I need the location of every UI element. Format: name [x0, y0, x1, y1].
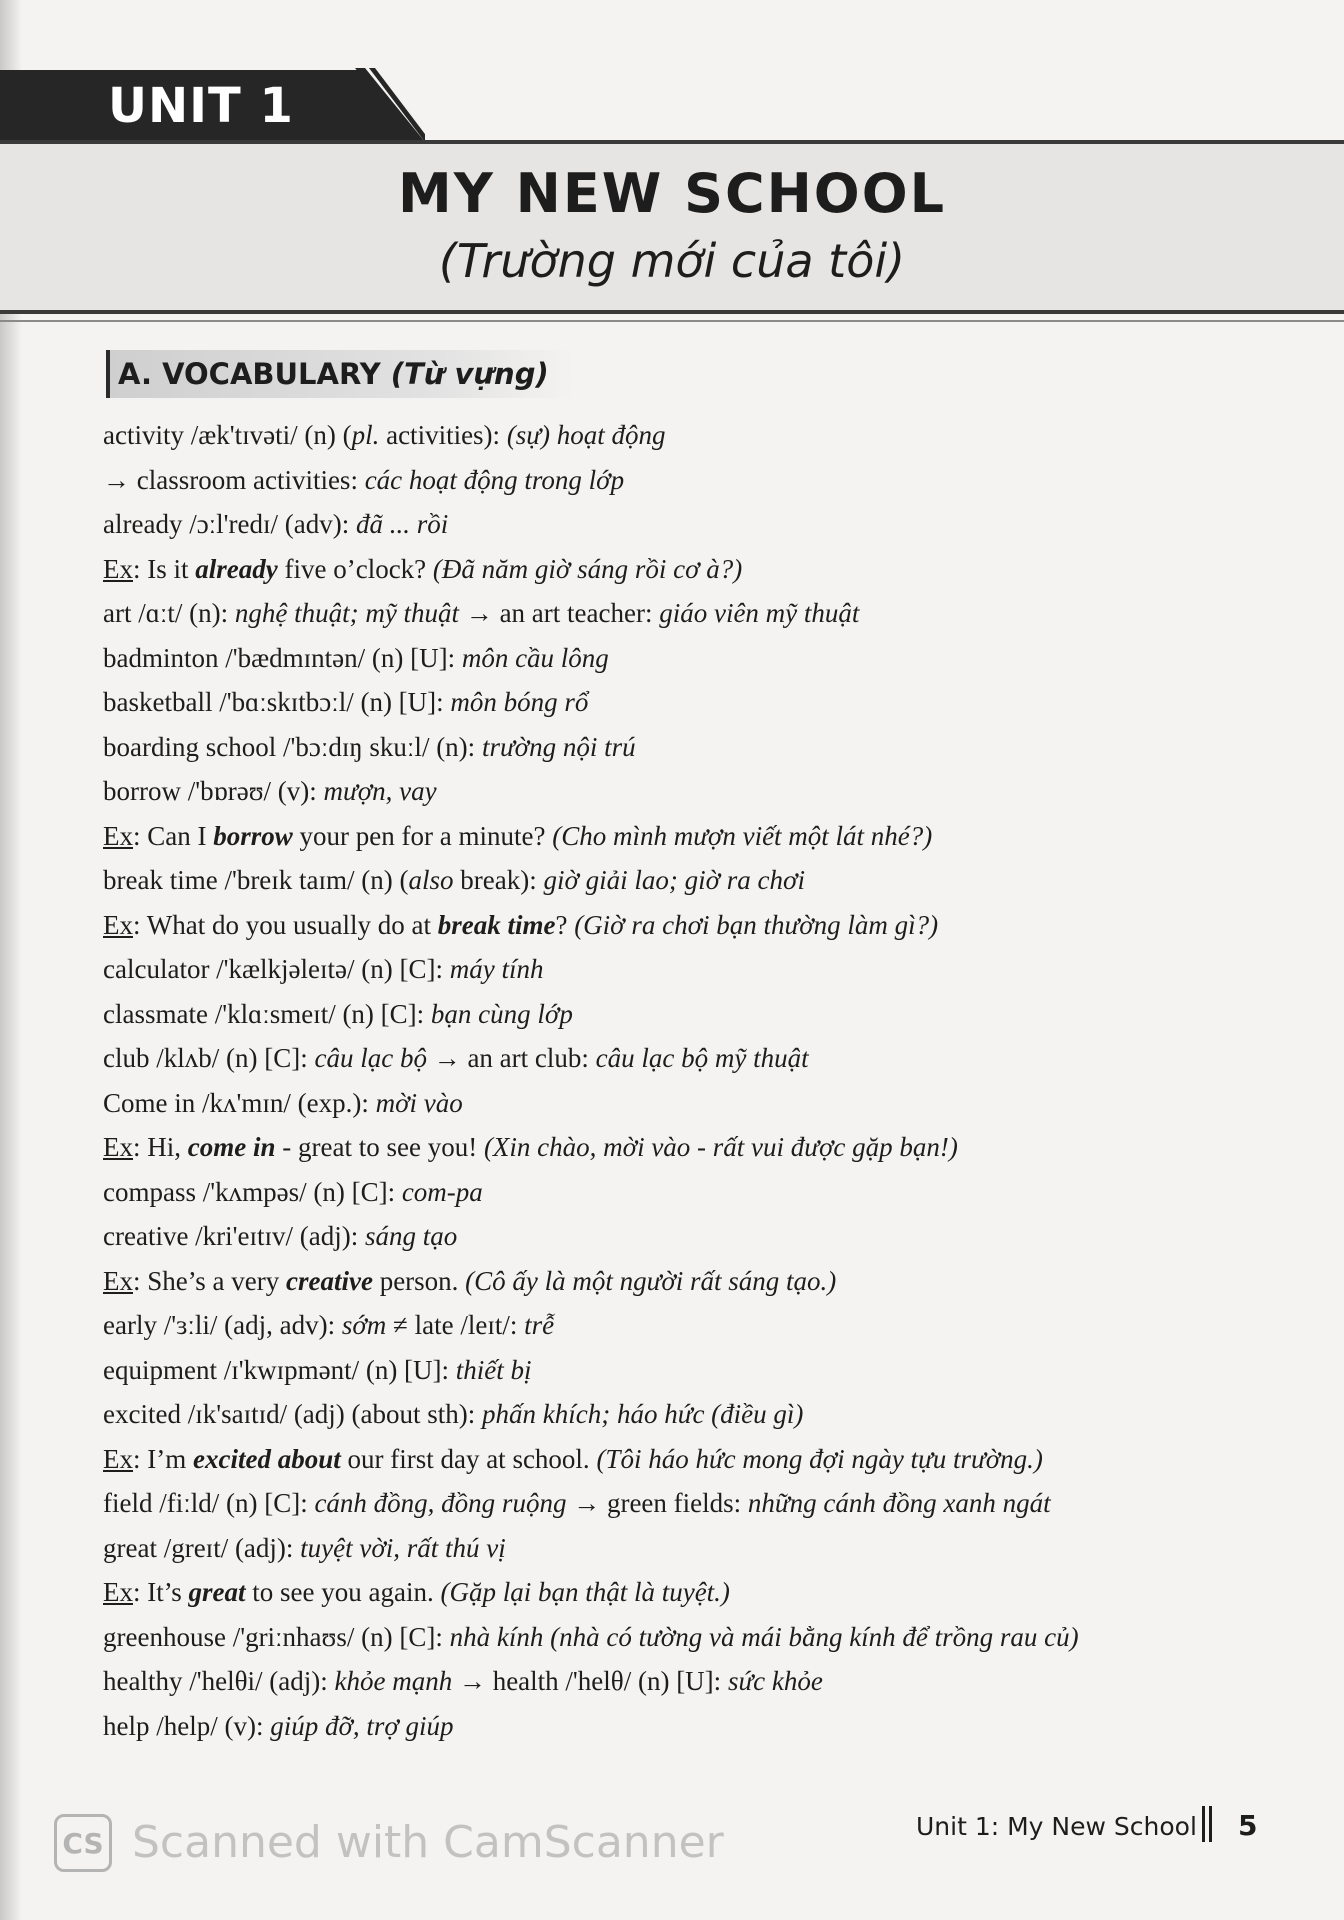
- vocab-entry: [103, 413, 1263, 458]
- entry-text: break):: [453, 865, 544, 895]
- entry-text: calculator /'kælkjəleɪtə/ (n) [C]:: [103, 954, 450, 984]
- section-heading-name: A. VOCABULARY: [118, 357, 381, 391]
- entry-text: : She’s a very: [133, 1265, 286, 1296]
- example-label: Ex: [103, 1443, 133, 1474]
- keyword-text: borrow: [213, 820, 293, 851]
- banner-stripes-decoration: [355, 68, 425, 142]
- translation-text: com-pa: [401, 1176, 483, 1207]
- translation-text: đã ... rồi: [356, 509, 449, 539]
- entry-text: borrow /'bɒrəʊ/ (v):: [103, 776, 324, 806]
- translation-text: sức khỏe: [727, 1666, 823, 1696]
- example-line: [103, 814, 1263, 859]
- entry-text: five o’clock?: [277, 553, 433, 584]
- vocab-entry: [103, 1615, 1263, 1660]
- entry-text: equipment /ɪ'kwɪpmənt/ (n) [U]:: [103, 1354, 456, 1385]
- vocab-entry: [103, 1081, 1263, 1126]
- translation-text: also: [408, 865, 454, 895]
- translation-text: bạn cùng lớp: [430, 998, 573, 1029]
- translation-text: môn bóng rổ: [450, 687, 589, 717]
- section-heading: [106, 350, 574, 398]
- vocab-entry: [103, 947, 1263, 992]
- translation-text: cánh đồng, đồng ruộng: [314, 1488, 567, 1518]
- entry-text: → health /'helθ/ (n) [U]:: [452, 1666, 728, 1696]
- entry-text: basketball /'bɑːskɪtbɔːl/ (n) [U]:: [103, 687, 451, 717]
- translation-text: (Tôi háo hức mong đợi ngày tựu trường.): [596, 1443, 1043, 1474]
- example-label: Ex: [103, 1577, 133, 1607]
- camscanner-logo: [54, 1814, 112, 1872]
- entry-text: help /help/ (v):: [103, 1710, 271, 1741]
- example-line: [103, 1570, 1263, 1615]
- entry-text: → an art club:: [426, 1043, 596, 1073]
- vocab-entry: [103, 1214, 1263, 1259]
- translation-text: (Gặp lại bạn thật là tuyệt.): [440, 1577, 730, 1607]
- vocab-entry: [103, 458, 1263, 503]
- entry-text: creative /kri'eɪtɪv/ (adj):: [103, 1221, 365, 1251]
- example-label: Ex: [103, 553, 133, 584]
- entry-text: to see you again.: [245, 1577, 441, 1607]
- camscanner-logo-text: CS: [62, 1826, 104, 1860]
- entry-text: field /fiːld/ (n) [C]:: [103, 1488, 315, 1518]
- translation-text: máy tính: [449, 954, 544, 984]
- translation-text: nhà kính (nhà có tường và mái bằng kính để trồng rau củ): [449, 1621, 1079, 1652]
- translation-text: trường nội trú: [481, 731, 636, 762]
- entry-text: great /greɪt/ (adj):: [103, 1532, 301, 1563]
- vocab-entry: [103, 992, 1263, 1037]
- entry-text: → classroom activities:: [103, 464, 365, 495]
- entry-text: greenhouse /'griːnhaʊs/ (n) [C]:: [103, 1621, 450, 1652]
- example-label: Ex: [103, 820, 133, 851]
- vocab-entry: [103, 591, 1263, 636]
- keyword-text: already: [195, 553, 278, 584]
- camscanner-watermark: Scanned with CamScanner: [132, 1817, 724, 1868]
- vocab-entry: [103, 1303, 1263, 1348]
- entry-text: activities):: [379, 420, 507, 450]
- vocab-entry: [103, 1481, 1263, 1526]
- translation-text: các hoạt động trong lớp: [364, 464, 625, 495]
- entry-text: break time /'breɪk taɪm/ (n) (: [103, 865, 409, 895]
- unit-label: UNIT 1: [108, 78, 294, 134]
- vocab-entry: [103, 680, 1263, 725]
- entry-text: early /'ɜːli/ (adj, adv):: [103, 1310, 342, 1340]
- translation-text: môn cầu lông: [461, 642, 609, 673]
- vocab-entry: [103, 1526, 1263, 1571]
- entry-text: already /ɔːl'redɪ/ (adv):: [103, 509, 356, 539]
- page-number: 5: [1238, 1809, 1258, 1842]
- vocabulary-list: [103, 413, 1263, 1748]
- translation-text: câu lạc bộ mỹ thuật: [595, 1043, 809, 1073]
- entry-text: - great to see you!: [275, 1132, 484, 1162]
- keyword-text: break time: [437, 909, 556, 940]
- translation-text: những cánh đồng xanh ngát: [747, 1488, 1051, 1518]
- translation-text: tuyệt vời, rất thú vị: [300, 1532, 506, 1563]
- entry-text: → an art teacher:: [459, 598, 660, 628]
- example-line: [103, 1125, 1263, 1170]
- keyword-text: great: [188, 1577, 246, 1607]
- translation-text: (Đã năm giờ sáng rồi cơ à?): [432, 553, 743, 584]
- entry-text: compass /'kʌmpəs/ (n) [C]:: [103, 1176, 402, 1207]
- vocab-entry: [103, 502, 1263, 547]
- example-line: [103, 1259, 1263, 1304]
- entry-text: our first day at school.: [340, 1443, 597, 1474]
- entry-text: : Hi,: [133, 1132, 188, 1162]
- translation-text: giáo viên mỹ thuật: [659, 598, 860, 628]
- entry-text: badminton /'bædmɪntən/ (n) [U]:: [103, 642, 462, 673]
- vocab-entry: [103, 769, 1263, 814]
- entry-text: → green fields:: [566, 1488, 748, 1518]
- example-line: [103, 547, 1263, 592]
- entry-text: Come in /kʌ'mɪn/ (exp.):: [103, 1087, 376, 1118]
- vocab-entry: [103, 1036, 1263, 1081]
- entry-text: ≠ late /leɪt/:: [386, 1310, 525, 1340]
- example-label: Ex: [103, 1265, 133, 1296]
- vocab-entry: [103, 1348, 1263, 1393]
- translation-text: thiết bị: [455, 1354, 532, 1385]
- footer-divider: [1202, 1806, 1205, 1842]
- vocab-entry: [103, 636, 1263, 681]
- entry-text: : Is it: [133, 553, 196, 584]
- page-subtitle: (Trường mới của tôi): [438, 234, 906, 288]
- entry-text: activity /æk'tɪvəti/ (n) (: [103, 420, 352, 450]
- keyword-text: come in: [187, 1132, 276, 1162]
- entry-text: your pen for a minute?: [292, 820, 553, 851]
- translation-text: khỏe mạnh: [334, 1666, 453, 1696]
- translation-text: sáng tạo: [365, 1221, 458, 1251]
- translation-text: (Xin chào, mời vào - rất vui được gặp bạn!): [483, 1132, 958, 1162]
- translation-text: (sự) hoạt động: [506, 420, 666, 450]
- translation-text: giờ giải lao; giờ ra chơi: [543, 865, 805, 895]
- entry-text: art /ɑːt/ (n):: [103, 598, 235, 628]
- vocab-entry: [103, 1704, 1263, 1749]
- translation-text: mượn, vay: [323, 776, 437, 806]
- translation-text: mời vào: [375, 1087, 463, 1118]
- translation-text: câu lạc bộ: [314, 1043, 427, 1073]
- translation-text: (Cô ấy là một người rất sáng tạo.): [465, 1265, 837, 1296]
- translation-text: giúp đỡ, trợ giúp: [270, 1710, 454, 1741]
- example-line: [103, 903, 1263, 948]
- vocab-entry: [103, 725, 1263, 770]
- vocab-entry: [103, 1392, 1263, 1437]
- translation-text: (Giờ ra chơi bạn thường làm gì?): [574, 909, 939, 940]
- vocab-entry: [103, 1170, 1263, 1215]
- entry-text: person.: [372, 1265, 466, 1296]
- entry-text: healthy /'helθi/ (adj):: [103, 1666, 335, 1696]
- section-heading-translation: (Từ vựng): [390, 357, 549, 391]
- translation-text: phấn khích; háo hức (điều gì): [482, 1399, 804, 1429]
- entry-text: : It’s: [133, 1577, 189, 1607]
- entry-text: ?: [555, 909, 575, 940]
- translation-text: sớm: [341, 1310, 387, 1340]
- keyword-text: excited about: [193, 1443, 341, 1474]
- entry-text: : Can I: [133, 820, 214, 851]
- entry-text: excited /ɪk'saɪtɪd/ (adj) (about sth):: [103, 1399, 483, 1429]
- translation-text: trễ: [524, 1310, 555, 1340]
- example-label: Ex: [103, 1132, 133, 1162]
- entry-text: : I’m: [133, 1443, 193, 1474]
- keyword-text: creative: [285, 1265, 373, 1296]
- entry-text: classmate /'klɑːsmeɪt/ (n) [C]:: [103, 998, 431, 1029]
- footer-running-title: Unit 1: My New School: [916, 1812, 1197, 1841]
- translation-text: nghệ thuật; mỹ thuật: [234, 598, 460, 628]
- example-line: [103, 1437, 1263, 1482]
- vocab-entry: [103, 858, 1263, 903]
- entry-text: club /klʌb/ (n) [C]:: [103, 1043, 315, 1073]
- example-label: Ex: [103, 909, 133, 940]
- footer-divider: [1209, 1806, 1212, 1842]
- entry-text: : What do you usually do at: [133, 909, 438, 940]
- vocab-entry: [103, 1659, 1263, 1704]
- translation-text: pl.: [351, 420, 380, 450]
- page-title: MY NEW SCHOOL: [397, 162, 947, 225]
- entry-text: boarding school /'bɔːdɪŋ skuːl/ (n):: [103, 731, 482, 762]
- translation-text: (Cho mình mượn viết một lát nhé?): [552, 820, 933, 851]
